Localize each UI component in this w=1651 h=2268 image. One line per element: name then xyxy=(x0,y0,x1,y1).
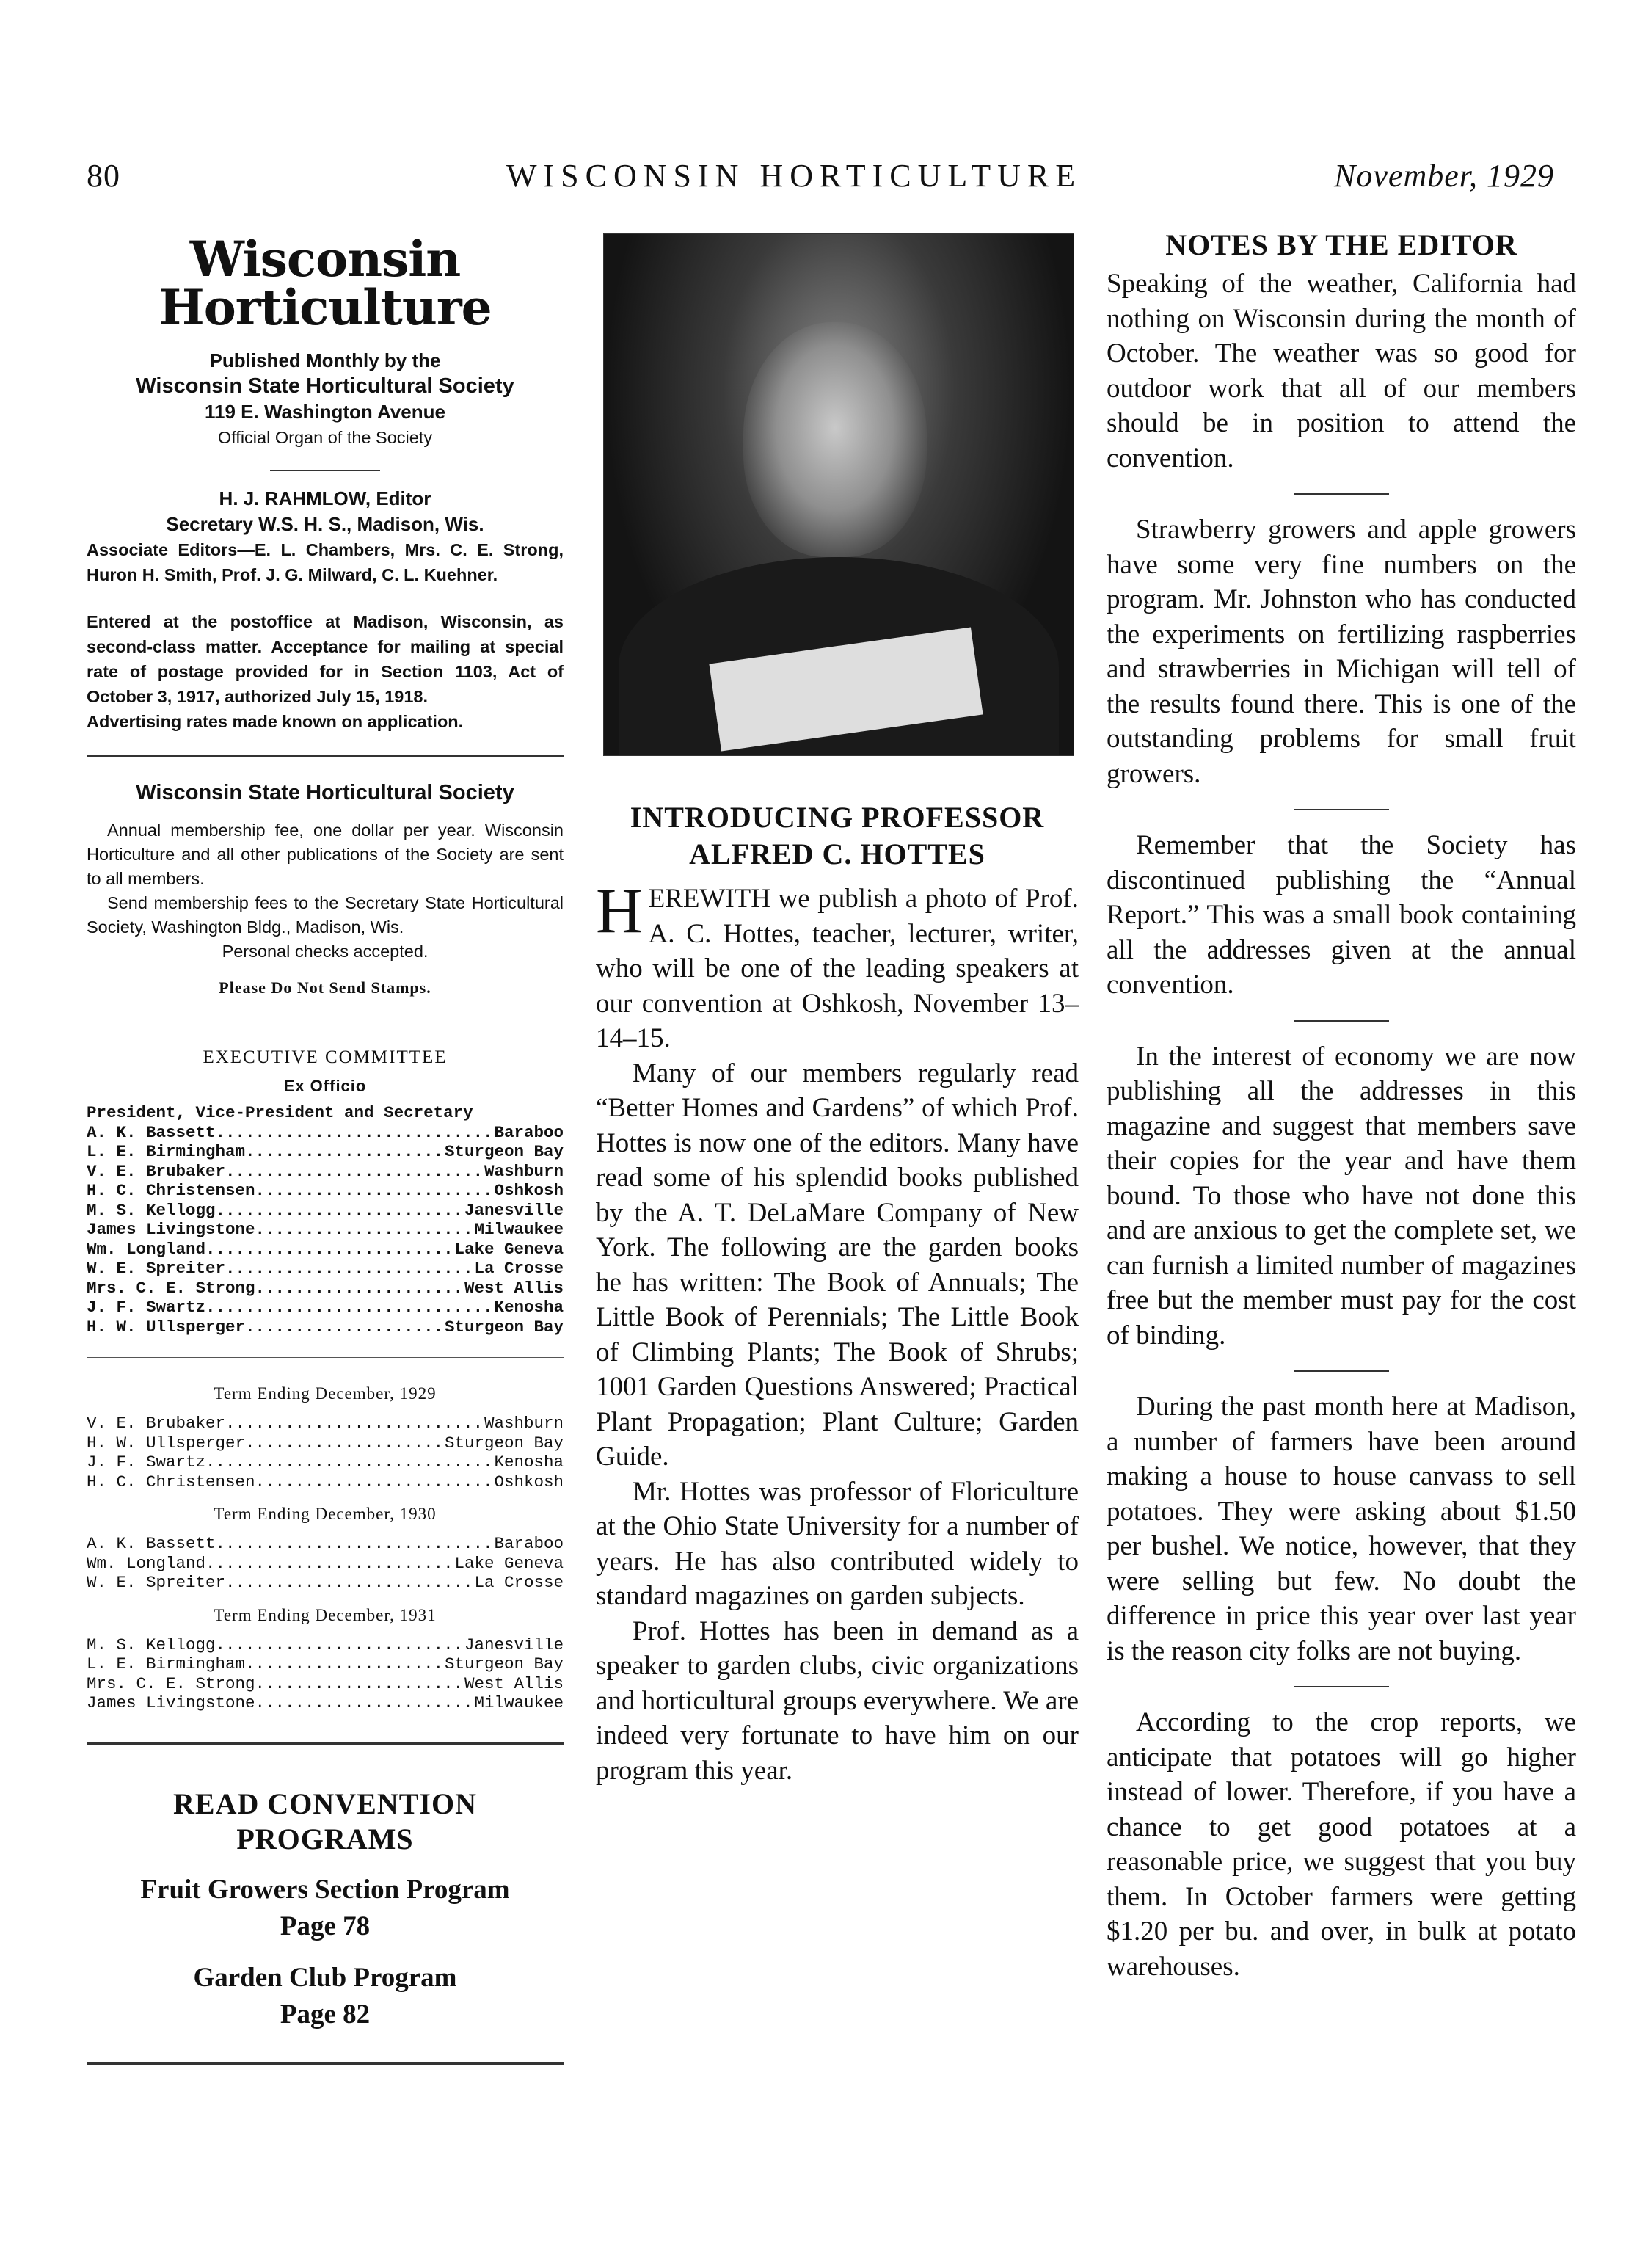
roster-row xyxy=(87,1142,564,1162)
member-name: A. K. Bassett xyxy=(87,1122,216,1142)
member-name: Wm. Longland xyxy=(87,1239,206,1259)
masthead-line: Wisconsin State Horticultural Society xyxy=(136,374,514,398)
roster-row xyxy=(87,1201,564,1221)
article-paragraph: Prof. Hottes has been in demand as a speaker to garden clubs, civic organizations and horticultural groups everywhere. We are indeed very fortunate to have him on our program this year. xyxy=(596,1615,1079,1786)
article-paragraph: Many of our members regularly read “Better Homes and Gardens” of which Prof. Hottes is now one of the editors. Many have read some of his splendid books published by the A. T. DeLaMare Company of New York. The following are the garden books he has written: The Book of Annuals; The Little Book of Perennials; The Little Book of Climbing Plants; The Book of Shrubs; 1001 Garden Questions Answered; Practical Plant Propagation; Plant Culture; Garden Guide. xyxy=(596,1058,1079,1472)
divider xyxy=(1294,493,1389,495)
middle-column xyxy=(596,220,1079,1788)
editor-notes-body xyxy=(1107,266,1576,1984)
portrait-photo xyxy=(603,233,1074,756)
divider xyxy=(1294,1370,1389,1372)
secretary-line: Secretary W.S. H. S., Madison, Wis. xyxy=(166,513,484,535)
member-name: H. W. Ullsperger xyxy=(87,1433,246,1453)
member-town: Sturgeon Bay xyxy=(444,1317,564,1337)
divider xyxy=(87,1357,564,1358)
society-heading: Wisconsin State Horticultural Society xyxy=(136,781,514,804)
term-roster xyxy=(87,1635,564,1713)
masthead-line: 119 E. Washington Avenue xyxy=(205,401,445,423)
editor-line: H. J. RAHMLOW, Editor xyxy=(219,487,431,509)
roster-row xyxy=(87,1534,564,1554)
advertising-notice: Advertising rates made known on application. xyxy=(87,712,464,731)
article-paragraph: HEREWITH we publish a photo of Prof. A. C. Hottes, teacher, lecturer, writer, who will be one of the leading speakers at our convention at Oshkosh, November 13–14–15. xyxy=(596,876,1079,1053)
member-town: West Allis xyxy=(464,1673,564,1693)
masthead-line: Official Organ of the Society xyxy=(217,428,433,447)
term-heading: Term Ending December, 1931 xyxy=(214,1605,437,1624)
member-town: Sturgeon Bay xyxy=(444,1433,564,1453)
issue-date: November, 1929 xyxy=(1334,158,1554,194)
member-name: James Livingstone xyxy=(87,1220,255,1239)
roster-row xyxy=(87,1162,564,1182)
member-town: Washburn xyxy=(484,1414,564,1433)
member-name: L. E. Birmingham xyxy=(87,1654,246,1673)
note-paragraph: During the past month here at Madison, a number of farmers have been around making a house to house canvass to sell potatoes. They were asking about $1.50 per bushel. We notice, however, that they were selling but few. No doubt the difference in price this year over last year is the reason city folks are not buying. xyxy=(1107,1392,1576,1666)
program-title: Garden Club Program xyxy=(193,1962,457,1993)
roster-row xyxy=(87,1635,564,1655)
divider xyxy=(1294,1686,1389,1687)
member-town: Milwaukee xyxy=(474,1220,564,1239)
member-name: H. C. Christensen xyxy=(87,1181,255,1200)
member-name: M. S. Kellogg xyxy=(87,1200,216,1220)
note-paragraph: Strawberry growers and apple growers have some very fine numbers on the program. Mr. Johnston who has conducted the experiments on fertilizing raspberries and strawberries in Michigan will tell of the results found there. This is one of the outstanding problems for small fruit growers. xyxy=(1107,515,1576,789)
right-column xyxy=(1107,220,1576,1984)
member-town: Janesville xyxy=(464,1200,564,1220)
roster-row xyxy=(87,1123,564,1143)
member-town: Washburn xyxy=(484,1161,564,1181)
member-name: M. S. Kellogg xyxy=(87,1635,216,1654)
note-paragraph: Speaking of the weather, California had nothing on Wisconsin during the month of October. The weather was so good for outdoor work that all of our members should be in position to attend the convention. xyxy=(1107,269,1576,473)
ex-officio: Ex Officio xyxy=(283,1077,367,1095)
member-town: Baraboo xyxy=(494,1122,564,1142)
running-title: WISCONSIN HORTICULTURE xyxy=(506,158,1082,194)
photo-figure-head xyxy=(743,322,927,557)
member-name: W. E. Spreiter xyxy=(87,1573,226,1592)
member-town: Lake Geneva xyxy=(454,1239,564,1259)
member-town: Kenosha xyxy=(494,1298,564,1317)
roster-row xyxy=(87,1693,564,1713)
roster-row xyxy=(87,1298,564,1317)
article-body xyxy=(596,876,1079,1788)
member-town: Milwaukee xyxy=(474,1693,564,1712)
term-heading: Term Ending December, 1929 xyxy=(214,1384,437,1403)
program-page: Page 78 xyxy=(280,1911,371,1941)
postal-notice: Entered at the postoffice at Madison, Wisconsin, as second-class matter. Acceptance for mailing at special rate of postage provided for in Section 1103, Act of October 3, 1917, authorized July 15, 1918. xyxy=(87,612,564,706)
roster-row xyxy=(87,1433,564,1453)
masthead-line: Published Monthly by the xyxy=(209,349,441,371)
committee-heading: EXECUTIVE COMMITTEE xyxy=(203,1047,448,1067)
member-name: H. W. Ullsperger xyxy=(87,1317,246,1337)
officers-line: President, Vice-President and Secretary xyxy=(87,1103,473,1122)
note-paragraph: In the interest of economy we are now publishing all the addresses in this magazine and suggest that members save their copies for the year and have them bound. To those who have not done this and are anxious to get the complete set, we can furnish a limited number of magazines free but the member must pay for the cost of binding. xyxy=(1107,1041,1576,1351)
roster-row xyxy=(87,1220,564,1240)
roster-row xyxy=(87,1472,564,1492)
article-heading: INTRODUCING PROFESSOR ALFRED C. HOTTES xyxy=(630,801,1045,871)
committee-roster xyxy=(87,1103,564,1337)
editor-notes-heading: NOTES BY THE EDITOR xyxy=(1165,228,1517,261)
page-number: 80 xyxy=(87,158,120,194)
divider xyxy=(270,470,380,471)
left-column xyxy=(87,220,564,2089)
roster-row xyxy=(87,1674,564,1694)
member-name: H. C. Christensen xyxy=(87,1472,255,1491)
member-name: James Livingstone xyxy=(87,1693,255,1712)
member-town: Baraboo xyxy=(494,1534,564,1553)
divider xyxy=(87,755,564,760)
member-town: Lake Geneva xyxy=(454,1553,564,1573)
member-town: Sturgeon Bay xyxy=(444,1654,564,1673)
roster-row xyxy=(87,1240,564,1260)
divider xyxy=(1294,1020,1389,1022)
member-name: J. F. Swartz xyxy=(87,1453,206,1472)
roster-row xyxy=(87,1279,564,1298)
membership-fee: Annual membership fee, one dollar per year. Wisconsin Horticulture and all other publications of the Society are sent to all members. xyxy=(87,821,564,888)
member-name: Mrs. C. E. Strong xyxy=(87,1673,255,1693)
member-name: W. E. Spreiter xyxy=(87,1259,226,1278)
program-page: Page 82 xyxy=(280,1999,371,2029)
associate-editors: Associate Editors—E. L. Chambers, Mrs. C. E. Strong, Huron H. Smith, Prof. J. G. Milward, C. L. Kuehner. xyxy=(87,540,564,584)
note-paragraph: Remember that the Society has discontinued publishing the “Annual Report.” This was a small book containing all the addresses given at the annual convention. xyxy=(1107,830,1576,1000)
member-name: Mrs. C. E. Strong xyxy=(87,1278,255,1298)
member-name: A. K. Bassett xyxy=(87,1534,216,1553)
member-name: L. E. Birmingham xyxy=(87,1142,246,1161)
member-town: La Crosse xyxy=(474,1259,564,1278)
checks-note: Personal checks accepted. xyxy=(222,942,429,961)
term-roster xyxy=(87,1414,564,1491)
send-fees: Send membership fees to the Secretary State Horticultural Society, Washington Bldg., Madison, Wis. xyxy=(87,893,564,937)
roster-row xyxy=(87,1573,564,1593)
member-name: V. E. Brubaker xyxy=(87,1414,226,1433)
member-town: Sturgeon Bay xyxy=(444,1142,564,1161)
roster-row xyxy=(87,1453,564,1472)
masthead-title: Wisconsin Horticulture xyxy=(158,230,492,336)
note-paragraph: According to the crop reports, we anticipate that potatoes will go higher instead of lower. Therefore, if you have a chance to get good potatoes at a reasonable price, we suggest that you buy them. In October farmers were getting $1.20 per bu. and over, in bulk at potato warehouses. xyxy=(1107,1707,1576,1982)
roster-row xyxy=(87,1654,564,1674)
divider xyxy=(1294,809,1389,810)
term-roster xyxy=(87,1534,564,1593)
roster-row xyxy=(87,1554,564,1574)
article-paragraph: Mr. Hottes was professor of Floriculture at the Ohio State University for a number of years. He has also contributed widely to standard magazines on garden subjects. xyxy=(596,1476,1079,1611)
stamps-note: Please Do Not Send Stamps. xyxy=(219,978,431,997)
member-town: West Allis xyxy=(464,1278,564,1298)
roster-row xyxy=(87,1259,564,1279)
member-name: Wm. Longland xyxy=(87,1553,206,1573)
member-name: V. E. Brubaker xyxy=(87,1161,226,1181)
member-town: Kenosha xyxy=(494,1453,564,1472)
member-town: La Crosse xyxy=(474,1573,564,1592)
divider xyxy=(87,1742,564,1748)
member-town: Oshkosh xyxy=(494,1472,564,1491)
drop-cap: H xyxy=(596,876,643,947)
roster-row xyxy=(87,1181,564,1201)
convention-box-heading: READ CONVENTION PROGRAMS xyxy=(173,1787,477,1856)
member-name: J. F. Swartz xyxy=(87,1298,206,1317)
divider xyxy=(87,2062,564,2068)
roster-row xyxy=(87,1414,564,1433)
term-heading: Term Ending December, 1930 xyxy=(214,1505,437,1523)
program-title: Fruit Growers Section Program xyxy=(140,1874,510,1905)
roster-row xyxy=(87,1317,564,1337)
member-town: Janesville xyxy=(464,1635,564,1654)
member-town: Oshkosh xyxy=(494,1181,564,1200)
